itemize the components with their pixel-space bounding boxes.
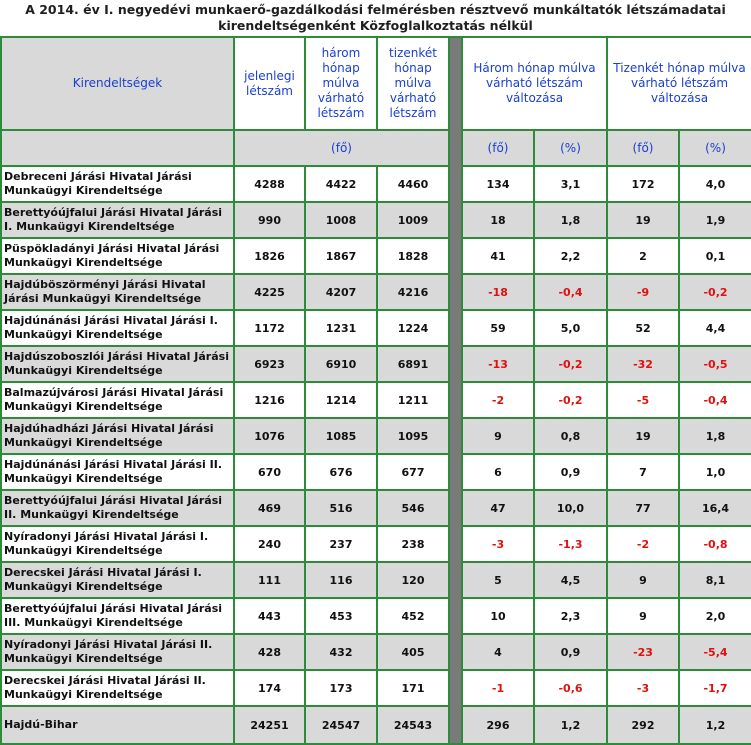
cell-d12: -32 xyxy=(607,346,679,382)
cell-p12: 4,0 xyxy=(679,166,751,202)
office-name: Berettyóújfalui Járási Hivatal Járási II. Munkaügyi Kirendeltsége xyxy=(1,490,234,526)
table-row xyxy=(1,238,751,274)
cell-p12: 4,4 xyxy=(679,310,751,346)
total-label: Hajdú-Bihar xyxy=(1,706,234,744)
cell-h12: 120 xyxy=(377,562,449,598)
cell-p3: 5,0 xyxy=(534,310,607,346)
cell-jel: 1172 xyxy=(234,310,305,346)
header-tizenket: tizenkét hónap múlva várható létszám xyxy=(377,37,449,130)
cell-d3: 5 xyxy=(462,562,534,598)
office-name: Nyíradonyi Járási Hivatal Járási I. Munkaügyi Kirendeltsége xyxy=(1,526,234,562)
cell-h12: 4216 xyxy=(377,274,449,310)
cell-h3: 24547 xyxy=(305,706,377,744)
office-name: Hajdúnánási Járási Hivatal Járási II. Munkaügyi Kirendeltsége xyxy=(1,454,234,490)
cell-d3: 134 xyxy=(462,166,534,202)
table-row xyxy=(1,526,751,562)
office-name: Balmazújvárosi Járási Hivatal Járási Munkaügyi Kirendeltsége xyxy=(1,382,234,418)
cell-h3: 1214 xyxy=(305,382,377,418)
cell-p12: -1,7 xyxy=(679,670,751,706)
cell-jel: 240 xyxy=(234,526,305,562)
cell-jel: 1076 xyxy=(234,418,305,454)
cell-p3: 3,1 xyxy=(534,166,607,202)
cell-h3: 1231 xyxy=(305,310,377,346)
cell-p12: -5,4 xyxy=(679,634,751,670)
separator-column xyxy=(449,37,462,744)
cell-p12: 2,0 xyxy=(679,598,751,634)
cell-h3: 173 xyxy=(305,670,377,706)
table-row xyxy=(1,490,751,526)
cell-jel: 670 xyxy=(234,454,305,490)
office-name: Berettyóújfalui Járási Hivatal Járási III. Munkaügyi Kirendeltsége xyxy=(1,598,234,634)
table-row xyxy=(1,562,751,598)
cell-p12: 0,1 xyxy=(679,238,751,274)
office-name: Berettyóújfalui Járási Hivatal Járási I. Munkaügyi Kirendeltsége xyxy=(1,202,234,238)
office-name: Hajdúböszörményi Járási Hivatal Járási Munkaügyi Kirendeltsége xyxy=(1,274,234,310)
cell-d3: -2 xyxy=(462,382,534,418)
cell-jel: 990 xyxy=(234,202,305,238)
cell-h12: 24543 xyxy=(377,706,449,744)
cell-h12: 405 xyxy=(377,634,449,670)
cell-d12: 9 xyxy=(607,598,679,634)
office-name: Hajdúhadházi Járási Hivatal Járási Munkaügyi Kirendeltsége xyxy=(1,418,234,454)
staffing-table xyxy=(0,36,751,745)
cell-h3: 4422 xyxy=(305,166,377,202)
cell-d12: 292 xyxy=(607,706,679,744)
table-row xyxy=(1,310,751,346)
cell-d3: 47 xyxy=(462,490,534,526)
cell-h3: 1867 xyxy=(305,238,377,274)
cell-h3: 4207 xyxy=(305,274,377,310)
cell-h3: 453 xyxy=(305,598,377,634)
cell-h3: 516 xyxy=(305,490,377,526)
table-row xyxy=(1,274,751,310)
cell-p12: -0,8 xyxy=(679,526,751,562)
cell-d12: 9 xyxy=(607,562,679,598)
table-row xyxy=(1,598,751,634)
cell-jel: 428 xyxy=(234,634,305,670)
office-name: Hajdúnánási Járási Hivatal Járási I. Munkaügyi Kirendeltsége xyxy=(1,310,234,346)
table-row xyxy=(1,346,751,382)
cell-p3: -0,2 xyxy=(534,382,607,418)
cell-p12: -0,4 xyxy=(679,382,751,418)
table-title xyxy=(0,0,751,36)
cell-d12: -23 xyxy=(607,634,679,670)
table-row xyxy=(1,418,751,454)
cell-d12: 7 xyxy=(607,454,679,490)
cell-d3: 4 xyxy=(462,634,534,670)
cell-d12: 19 xyxy=(607,202,679,238)
office-name: Debreceni Járási Hivatal Járási Munkaügyi Kirendeltsége xyxy=(1,166,234,202)
cell-jel: 4288 xyxy=(234,166,305,202)
cell-d12: -5 xyxy=(607,382,679,418)
cell-jel: 4225 xyxy=(234,274,305,310)
cell-d3: -13 xyxy=(462,346,534,382)
cell-h12: 1828 xyxy=(377,238,449,274)
cell-p3: -0,6 xyxy=(534,670,607,706)
cell-h12: 1211 xyxy=(377,382,449,418)
header-harom: három hónap múlva várható létszám xyxy=(305,37,377,130)
cell-h12: 6891 xyxy=(377,346,449,382)
title-line-1: A 2014. év I. negyedévi munkaerő-gazdálkodási felmérésben résztvevő munkáltatók létszámadatai xyxy=(25,2,726,17)
cell-h12: 452 xyxy=(377,598,449,634)
cell-d3: 9 xyxy=(462,418,534,454)
cell-h12: 1095 xyxy=(377,418,449,454)
cell-p3: 2,3 xyxy=(534,598,607,634)
cell-d12: -3 xyxy=(607,670,679,706)
cell-p12: 1,9 xyxy=(679,202,751,238)
cell-d3: -1 xyxy=(462,670,534,706)
cell-h3: 1085 xyxy=(305,418,377,454)
cell-h12: 1009 xyxy=(377,202,449,238)
cell-d12: -2 xyxy=(607,526,679,562)
cell-h3: 6910 xyxy=(305,346,377,382)
table-row xyxy=(1,382,751,418)
cell-d12: -9 xyxy=(607,274,679,310)
header-jelenlegi: jelenlegi létszám xyxy=(234,37,305,130)
cell-d3: 296 xyxy=(462,706,534,744)
cell-jel: 1826 xyxy=(234,238,305,274)
title-line-2: kirendeltségenként Közfoglalkoztatás nélkül xyxy=(218,18,533,33)
table-row xyxy=(1,202,751,238)
cell-jel: 1216 xyxy=(234,382,305,418)
cell-p3: 4,5 xyxy=(534,562,607,598)
cell-jel: 24251 xyxy=(234,706,305,744)
cell-h12: 238 xyxy=(377,526,449,562)
cell-p12: 16,4 xyxy=(679,490,751,526)
cell-h3: 116 xyxy=(305,562,377,598)
office-name: Hajdúszoboszlói Járási Hivatal Járási Munkaügyi Kirendeltsége xyxy=(1,346,234,382)
cell-p3: 1,2 xyxy=(534,706,607,744)
cell-d3: 18 xyxy=(462,202,534,238)
cell-jel: 111 xyxy=(234,562,305,598)
cell-p3: 10,0 xyxy=(534,490,607,526)
cell-h12: 4460 xyxy=(377,166,449,202)
cell-d3: 6 xyxy=(462,454,534,490)
cell-p12: 1,2 xyxy=(679,706,751,744)
cell-jel: 6923 xyxy=(234,346,305,382)
cell-h3: 676 xyxy=(305,454,377,490)
cell-d3: 10 xyxy=(462,598,534,634)
cell-d3: 59 xyxy=(462,310,534,346)
table-row xyxy=(1,670,751,706)
cell-d12: 77 xyxy=(607,490,679,526)
office-name: Nyíradonyi Járási Hivatal Járási II. Munkaügyi Kirendeltsége xyxy=(1,634,234,670)
header-harom-valtozas: Három hónap múlva várható létszám változása xyxy=(462,37,607,130)
cell-h3: 237 xyxy=(305,526,377,562)
header-tizenket-valtozas: Tizenkét hónap múlva várható létszám változása xyxy=(607,37,751,130)
cell-h12: 171 xyxy=(377,670,449,706)
total-row xyxy=(1,706,751,744)
office-name: Derecskei Járási Hivatal Járási I. Munkaügyi Kirendeltsége xyxy=(1,562,234,598)
cell-d12: 19 xyxy=(607,418,679,454)
office-name: Püspökladányi Járási Hivatal Járási Munkaügyi Kirendeltsége xyxy=(1,238,234,274)
cell-p3: 0,9 xyxy=(534,454,607,490)
header-empty xyxy=(1,130,234,166)
cell-jel: 443 xyxy=(234,598,305,634)
office-name: Derecskei Járási Hivatal Járási II. Munkaügyi Kirendeltsége xyxy=(1,670,234,706)
cell-h3: 1008 xyxy=(305,202,377,238)
cell-p3: -0,4 xyxy=(534,274,607,310)
table-row xyxy=(1,634,751,670)
cell-p3: 2,2 xyxy=(534,238,607,274)
cell-h12: 546 xyxy=(377,490,449,526)
table-row xyxy=(1,454,751,490)
cell-d3: -3 xyxy=(462,526,534,562)
cell-jel: 174 xyxy=(234,670,305,706)
unit-pct-3m: (%) xyxy=(534,130,607,166)
cell-d12: 172 xyxy=(607,166,679,202)
cell-d3: -18 xyxy=(462,274,534,310)
cell-p12: -0,2 xyxy=(679,274,751,310)
header-kirendeltsegek: Kirendeltségek xyxy=(1,37,234,130)
cell-p12: 1,8 xyxy=(679,418,751,454)
cell-p12: 8,1 xyxy=(679,562,751,598)
cell-p3: 0,8 xyxy=(534,418,607,454)
cell-jel: 469 xyxy=(234,490,305,526)
cell-p3: -0,2 xyxy=(534,346,607,382)
unit-fo: (fő) xyxy=(234,130,449,166)
cell-p12: -0,5 xyxy=(679,346,751,382)
cell-d12: 2 xyxy=(607,238,679,274)
cell-h12: 1224 xyxy=(377,310,449,346)
cell-d12: 52 xyxy=(607,310,679,346)
cell-p3: -1,3 xyxy=(534,526,607,562)
cell-h3: 432 xyxy=(305,634,377,670)
unit-fo-12m: (fő) xyxy=(607,130,679,166)
cell-p12: 1,0 xyxy=(679,454,751,490)
cell-p3: 0,9 xyxy=(534,634,607,670)
cell-d3: 41 xyxy=(462,238,534,274)
cell-p3: 1,8 xyxy=(534,202,607,238)
cell-h12: 677 xyxy=(377,454,449,490)
unit-pct-12m: (%) xyxy=(679,130,751,166)
table-row xyxy=(1,166,751,202)
unit-fo-3m: (fő) xyxy=(462,130,534,166)
